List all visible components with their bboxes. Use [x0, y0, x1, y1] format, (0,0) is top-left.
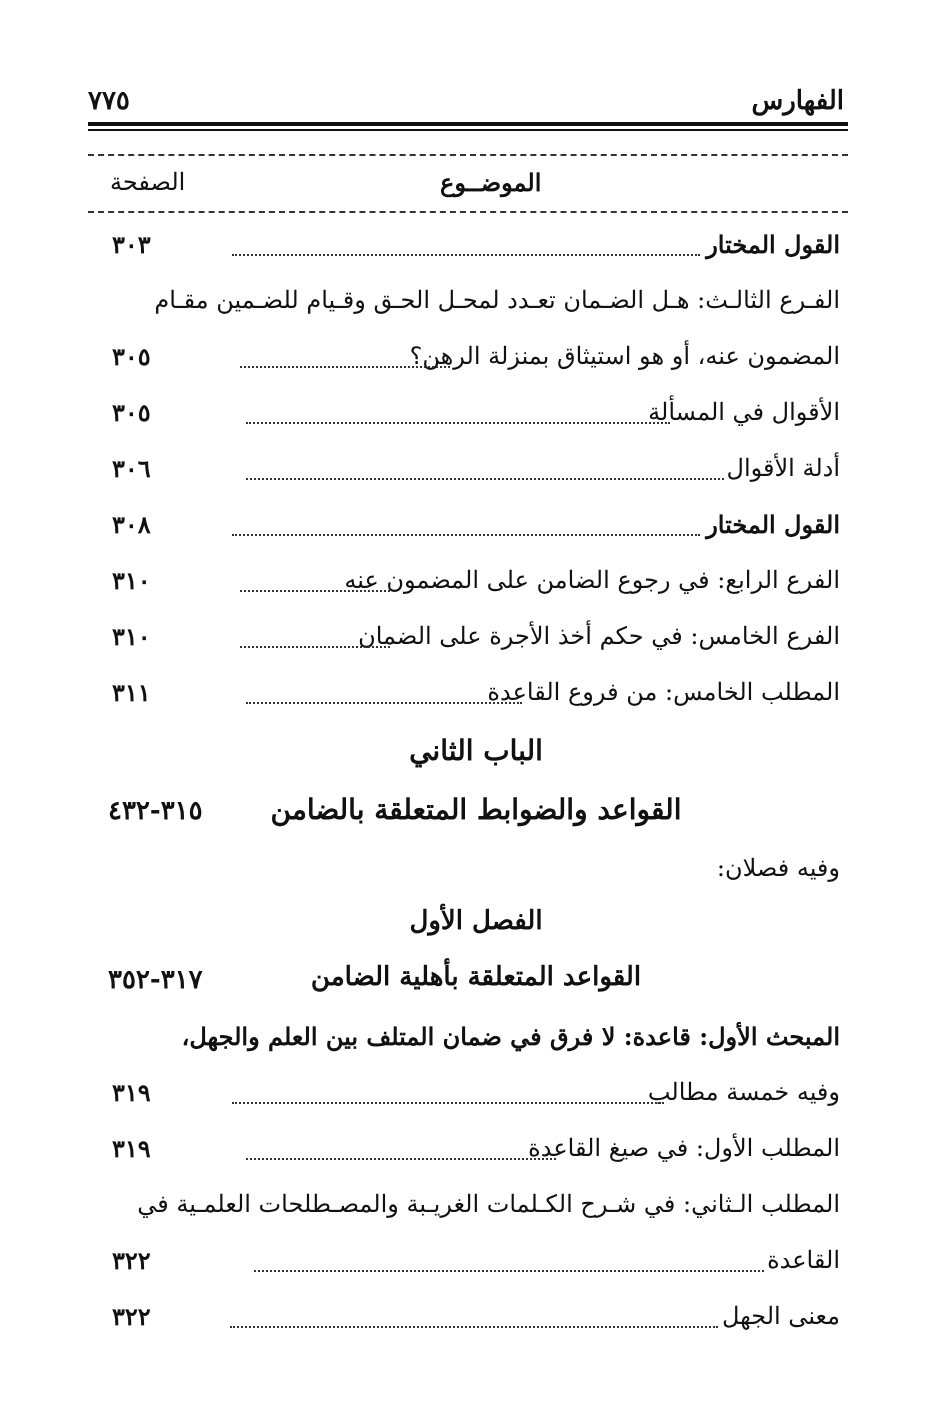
toc-entry	[0, 1296, 952, 1346]
entry-text: القول المختار	[706, 510, 840, 539]
toc-entry	[0, 1128, 952, 1178]
running-title: الفهارس	[751, 86, 844, 116]
entry-text: أدلة الأقوال	[726, 454, 840, 482]
entry-page: ٣٢٢	[112, 1246, 151, 1275]
toc-entry	[0, 392, 952, 442]
entry-text: القاعدة	[767, 1246, 840, 1274]
toc-entry	[0, 1016, 952, 1066]
leader-dots	[246, 478, 724, 480]
header-rule-thick	[88, 122, 848, 126]
column-head-topic: الموضــوع	[440, 168, 542, 197]
column-head-bottom-divider	[88, 211, 848, 213]
entry-text: المضمون عنه، أو هو استيثاق بمنزلة الرهن؟	[409, 342, 840, 370]
leader-dots	[232, 254, 700, 256]
entry-page: ٣٠٥	[112, 342, 151, 371]
leader-dots	[246, 422, 670, 424]
leader-dots	[232, 1102, 664, 1104]
section-title: الباب الثاني	[409, 734, 543, 767]
chapter-subtitle: القواعد المتعلقة بأهلية الضامن	[310, 962, 642, 992]
toc-entry	[0, 224, 952, 274]
page-number: ٧٧٥	[88, 86, 130, 116]
entry-text: القول المختار	[706, 230, 840, 259]
toc-entry	[0, 560, 952, 610]
entry-text: الأقوال في المسألة	[648, 398, 840, 426]
entry-text: الفرع الرابع: في رجوع الضامن على المضمون عنه	[344, 566, 840, 594]
entry-page: ٣٢٢	[112, 1302, 151, 1331]
toc-entry	[0, 280, 952, 330]
toc-entry	[0, 672, 952, 722]
entry-text: وفيه خمسة مطالب	[647, 1078, 840, 1106]
entry-page: ٣٠٨	[112, 510, 151, 539]
entry-page: ٣١٩	[112, 1078, 151, 1107]
intro-line	[0, 848, 952, 898]
entry-text: المطلب الأول: في صيغ القاعدة	[528, 1134, 840, 1162]
entry-page: ٣٠٦	[112, 454, 151, 483]
entry-page: ٣١٩	[112, 1134, 151, 1163]
entry-text: الفـرع الثالـث: هـل الضـمان تعـدد لمحـل الحـق وقـيام للضـمين مقـام	[154, 286, 840, 314]
chapter-page-range: ٣١٧-٣٥٢	[108, 965, 203, 995]
leader-dots	[246, 702, 522, 704]
entry-page: ٣١١	[112, 678, 151, 707]
column-head-top-divider	[88, 154, 848, 156]
leader-dots	[232, 534, 700, 536]
column-head-page: الصفحة	[110, 168, 186, 196]
leader-dots	[246, 1158, 556, 1160]
entry-text: المطلب الخامس: من فروع القاعدة	[487, 678, 840, 706]
entry-text: معنى الجهل	[721, 1302, 840, 1330]
toc-entry	[0, 1184, 952, 1234]
section-subtitle: القواعد والضوابط المتعلقة بالضامن	[270, 793, 682, 826]
leader-dots	[240, 590, 390, 592]
toc-entry	[0, 448, 952, 498]
entry-text: الفرع الخامس: في حكم أخذ الأجرة على الضمان	[358, 622, 840, 650]
leader-dots	[254, 1270, 764, 1272]
entry-page: ٣١٠	[112, 622, 151, 651]
leader-dots	[240, 646, 390, 648]
chapter-title: الفصل الأول	[409, 906, 543, 936]
toc-entry	[0, 504, 952, 554]
toc-entry	[0, 1072, 952, 1122]
entry-page: ٣١٠	[112, 566, 151, 595]
leader-dots	[240, 366, 450, 368]
section-page-range: ٣١٥-٤٣٢	[108, 796, 203, 826]
toc-entry	[0, 1240, 952, 1290]
toc-entry	[0, 616, 952, 666]
page-header	[88, 82, 844, 122]
header-rule-thin	[88, 129, 848, 131]
entry-text: المبحث الأول: قاعدة: لا فرق في ضمان المتلف بين العلم والجهل،	[181, 1022, 840, 1051]
entry-text: المطلب الـثاني: في شـرح الكـلمات الغريـبة والمصـطلحات العلمـية في	[137, 1190, 840, 1218]
toc-entry	[0, 336, 952, 386]
entry-page: ٣٠٥	[112, 398, 151, 427]
intro-text: وفيه فصلان:	[716, 854, 840, 882]
leader-dots	[230, 1326, 718, 1328]
entry-page: ٣٠٣	[112, 230, 151, 259]
